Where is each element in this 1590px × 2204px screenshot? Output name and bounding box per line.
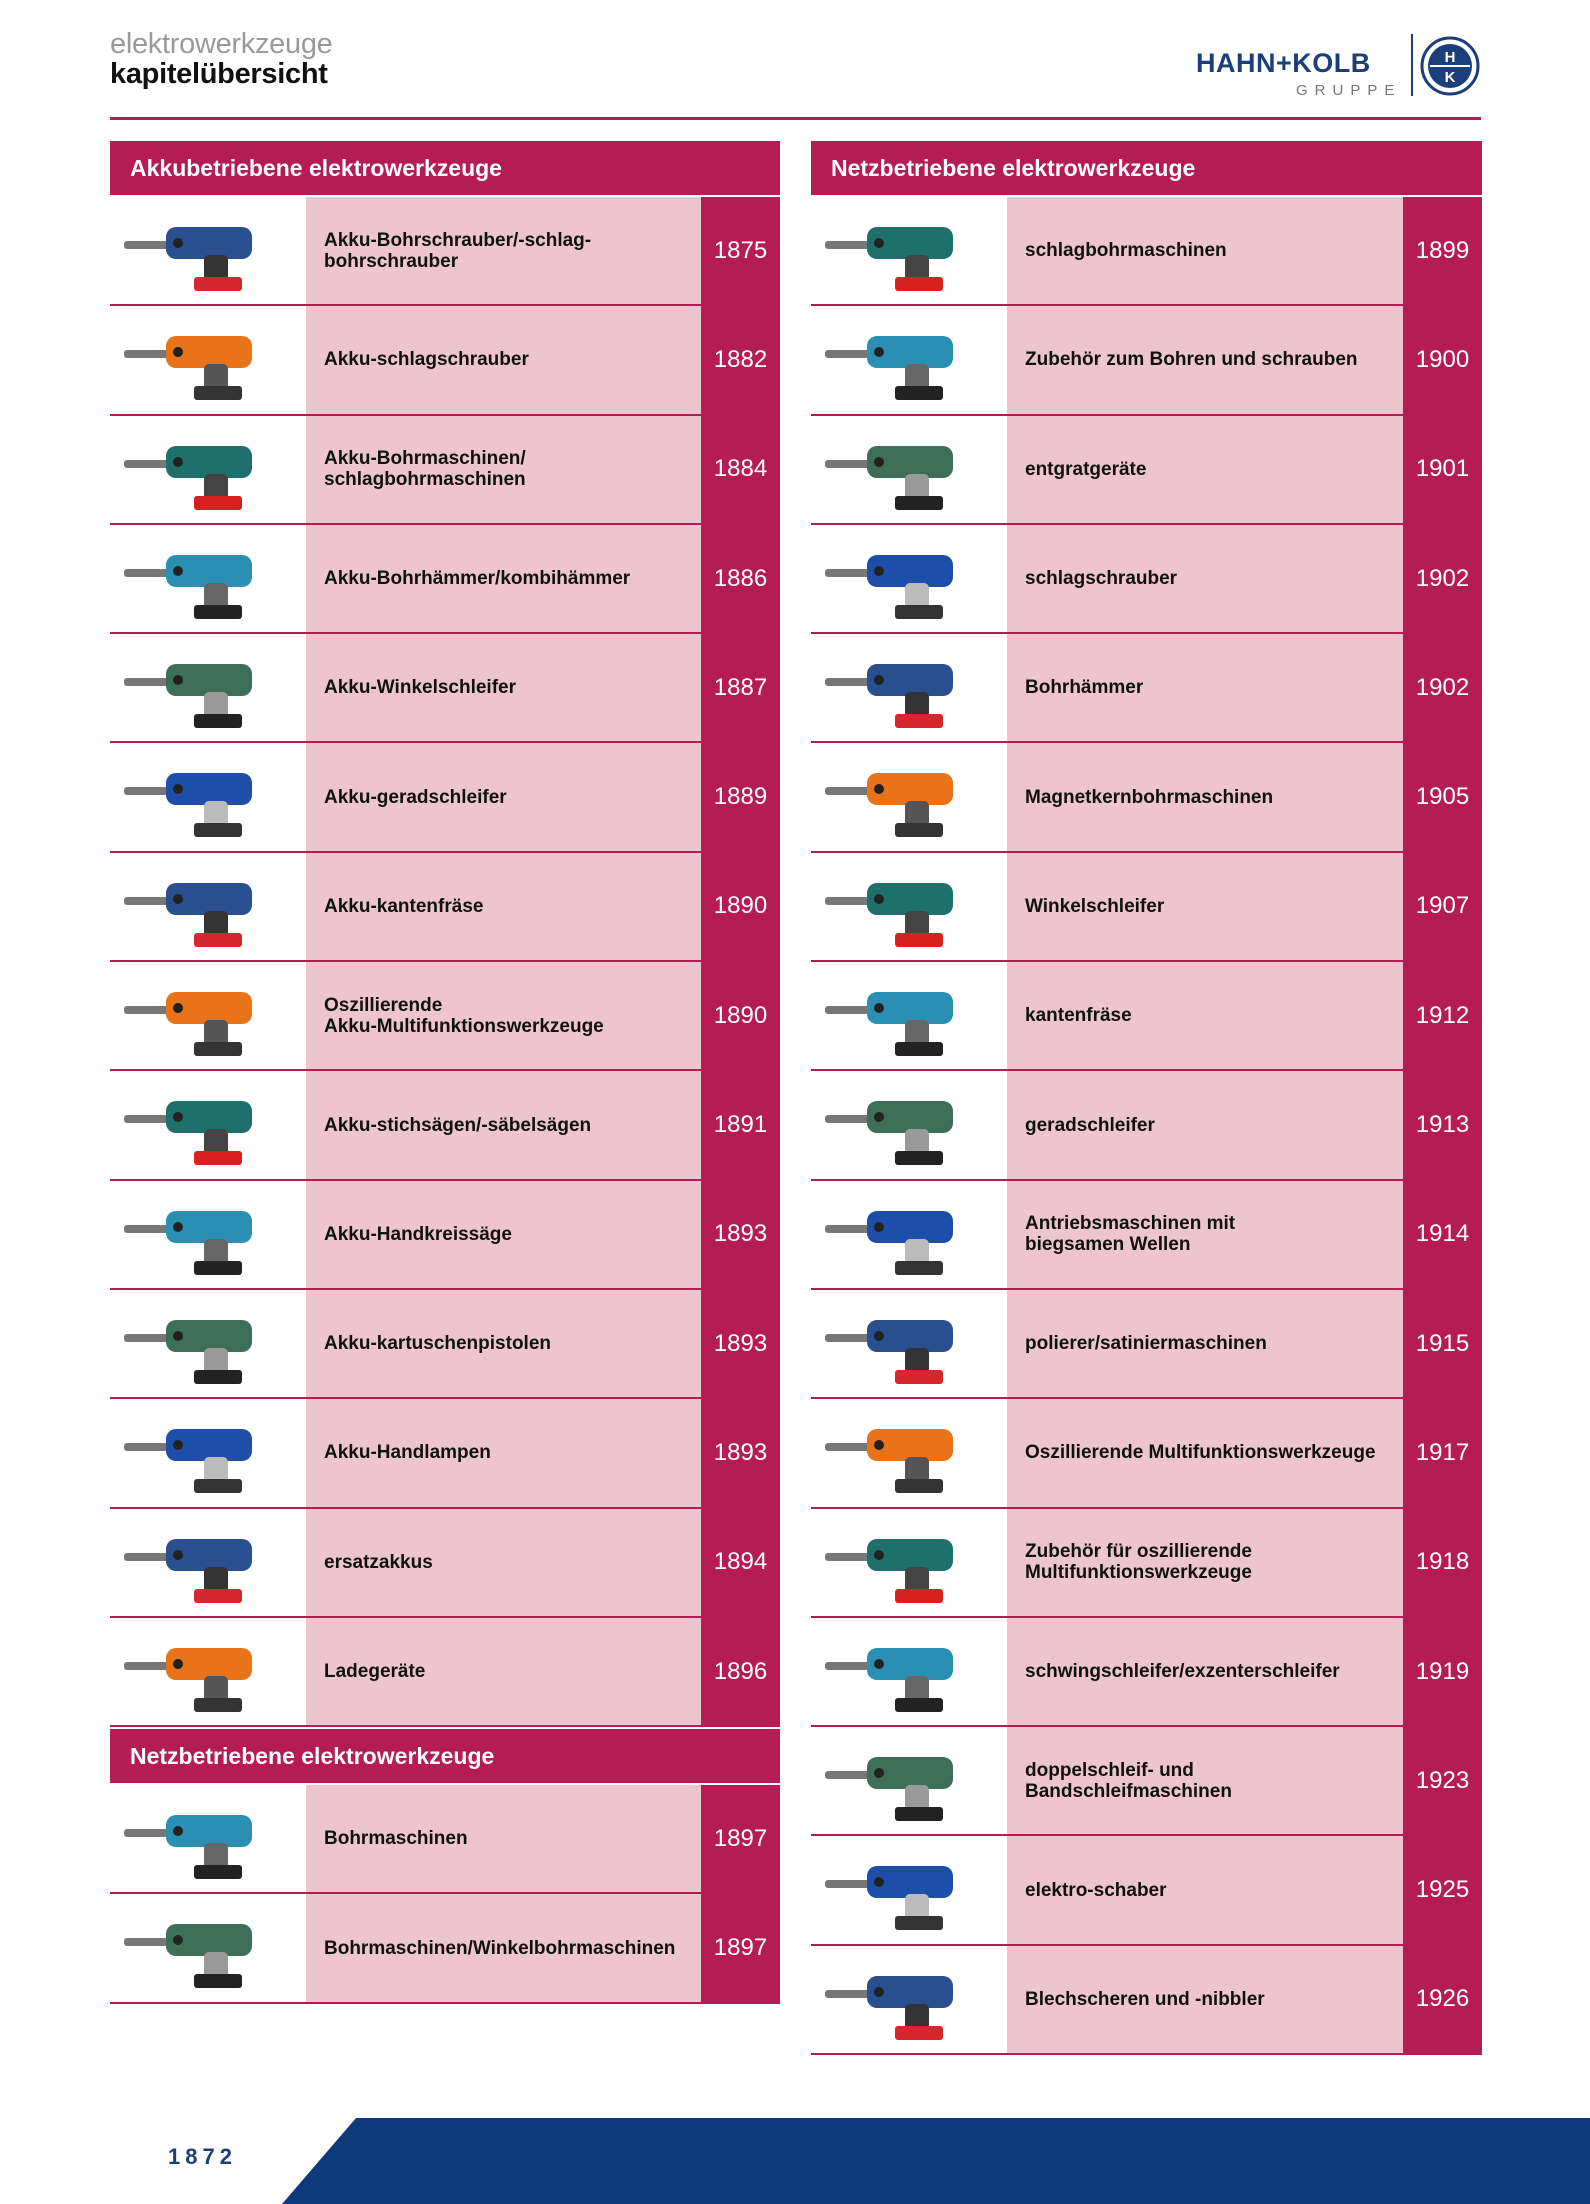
chapter-label: schlagbohrmaschinen [1007,197,1403,304]
chapter-label: doppelschleif- und Bandschleifmaschinen [1007,1727,1403,1834]
section-header-cordless: Akkubetriebene elektrowerkzeuge [110,141,780,195]
chapter-page-number[interactable]: 1893 [701,1181,780,1288]
chapter-page-number[interactable]: 1913 [1403,1071,1482,1178]
chapter-page-number[interactable]: 1926 [1403,1946,1482,2053]
chapter-label: Bohrmaschinen [306,1785,701,1892]
chapter-row[interactable] [110,743,780,852]
chapter-label: geradschleifer [1007,1071,1403,1178]
chapter-page-number[interactable]: 1912 [1403,962,1482,1069]
chapter-page-number[interactable]: 1914 [1403,1181,1482,1288]
impact-driver-icon [110,306,306,413]
chapter-label: Zubehör zum Bohren und schrauben [1007,306,1403,413]
impact-wrench-icon [811,525,1007,632]
chapter-row[interactable] [110,197,780,306]
chapter-row[interactable] [110,1785,780,1894]
chapter-page-number[interactable]: 1897 [701,1785,780,1892]
chapter-row[interactable] [110,525,780,634]
chapter-label: Oszillierende Multifunktionswerkzeuge [1007,1399,1403,1506]
chapter-page-number[interactable]: 1875 [701,197,780,304]
chapter-page-number[interactable]: 1882 [701,306,780,413]
chapter-row[interactable] [811,416,1482,525]
deburring-tool-icon [811,416,1007,523]
segment-blade-icon [811,1509,1007,1616]
chapter-row[interactable] [811,853,1482,962]
chapter-page-number[interactable]: 1915 [1403,1290,1482,1397]
chapter-row[interactable] [110,1071,780,1180]
flexible-shaft-icon [811,1181,1007,1288]
chapter-row[interactable] [110,853,780,962]
chapter-row[interactable] [811,525,1482,634]
chapter-page-number[interactable]: 1896 [701,1618,780,1725]
chapter-label: Ladegeräte [306,1618,701,1725]
chapter-row[interactable] [110,1618,780,1727]
chapter-label: Akku-Bohrschrauber/-schlag- bohrschrauber [306,197,701,304]
drill-icon [110,1894,306,2001]
drill-stand-icon [811,306,1007,413]
logo-seal-icon [1420,36,1480,96]
company-logo [1196,30,1482,102]
chapter-row[interactable] [110,306,780,415]
magnetic-drill-icon [811,743,1007,850]
chapter-page-number[interactable]: 1890 [701,853,780,960]
chapter-label: polierer/satiniermaschinen [1007,1290,1403,1397]
chapter-label: Blechscheren und -nibbler [1007,1946,1403,2053]
chapter-page-number[interactable]: 1923 [1403,1727,1482,1834]
logo-group: GRUPPE [1296,82,1402,99]
drill-icon [110,1785,306,1892]
chapter-label: Akku-kartuschenpistolen [306,1290,701,1397]
chapter-row[interactable] [110,1894,780,2003]
chapter-page-number[interactable]: 1886 [701,525,780,632]
chapter-label: Akku-Handlampen [306,1399,701,1506]
chapter-row[interactable] [110,1509,780,1618]
chapter-label: Akku-Bohrmaschinen/ schlagbohrmaschinen [306,416,701,523]
chapter-row[interactable] [110,634,780,743]
left-column [110,141,780,2004]
chapter-page-number[interactable]: 1884 [701,416,780,523]
chapter-page-number[interactable]: 1893 [701,1290,780,1397]
chapter-label: Akku-Winkelschleifer [306,634,701,741]
chapter-page-number[interactable]: 1894 [701,1509,780,1616]
charger-icon [110,1618,306,1725]
chapter-row[interactable] [811,1618,1482,1727]
chapter-row[interactable] [110,1399,780,1508]
circular-saw-icon [110,1181,306,1288]
polisher-icon [811,1290,1007,1397]
edge-router-icon [110,853,306,960]
chapter-row[interactable] [811,1399,1482,1508]
chapter-page-number[interactable]: 1918 [1403,1509,1482,1616]
scraper-icon [811,1836,1007,1943]
chapter-page-number[interactable]: 1902 [1403,634,1482,741]
chapter-label: elektro-schaber [1007,1836,1403,1943]
chapter-label: Bohrmaschinen/Winkelbohrmaschinen [306,1894,701,2001]
chapter-row[interactable] [811,962,1482,1071]
cordless-tool-list [110,197,780,1727]
chapter-row[interactable] [811,1290,1482,1399]
cordless-drill-icon [110,197,306,304]
chapter-label: Akku-kantenfräse [306,853,701,960]
chapter-page-number[interactable]: 1905 [1403,743,1482,850]
right-column [811,141,1482,2055]
chapter-page-number[interactable]: 1919 [1403,1618,1482,1725]
bench-grinder-icon [811,1727,1007,1834]
chapter-label: Zubehör für oszillierende Multifunktionswerkzeuge [1007,1509,1403,1616]
sheet-shear-icon [811,1946,1007,2053]
chapter-label: Akku-stichsägen/-säbelsägen [306,1071,701,1178]
chapter-page-number[interactable]: 1897 [701,1894,780,2001]
chapter-row[interactable] [110,1290,780,1399]
chapter-row[interactable] [811,743,1482,852]
chapter-label: Bohrhämmer [1007,634,1403,741]
corded-tool-list-left [110,1785,780,2004]
die-grinder-icon [811,1071,1007,1178]
chapter-label: Winkelschleifer [1007,853,1403,960]
logo-seal-top: H [1444,49,1456,66]
die-grinder-icon [110,743,306,850]
chapter-row[interactable] [811,1727,1482,1836]
chapter-label: schwingschleifer/exzenterschleifer [1007,1618,1403,1725]
angle-grinder-icon [110,634,306,741]
chapter-row[interactable] [811,306,1482,415]
caulking-gun-icon [110,1290,306,1397]
chapter-row[interactable] [110,962,780,1071]
angle-grinder-icon [811,853,1007,960]
reciprocating-saw-icon [110,1071,306,1178]
chapter-page-number[interactable]: 1907 [1403,853,1482,960]
footer-band [0,2118,1590,2204]
corded-tool-list-right [811,197,1482,2055]
header-rule [110,117,1481,120]
chapter-label: entgratgeräte [1007,416,1403,523]
chapter-row[interactable] [811,1071,1482,1180]
chapter-label: Akku-Handkreissäge [306,1181,701,1288]
section-header-corded-right: Netzbetriebene elektrowerkzeuge [811,141,1482,195]
chapter-label: Antriebsmaschinen mit biegsamen Wellen [1007,1181,1403,1288]
logo-seal-bottom: K [1444,69,1456,86]
orbital-sander-icon [811,1618,1007,1725]
rotary-hammer-icon [811,634,1007,741]
logo-brand: HAHN+KOLB [1196,48,1371,78]
chapter-row[interactable] [811,1836,1482,1945]
chapter-page-number[interactable]: 1889 [701,743,780,850]
chapter-category: elektrowerkzeuge [110,28,333,60]
logo-divider [1411,34,1413,96]
chapter-label: schlagschrauber [1007,525,1403,632]
chapter-label: Akku-schlagschrauber [306,306,701,413]
chapter-label: kantenfräse [1007,962,1403,1069]
chapter-row[interactable] [811,634,1482,743]
page-number: 1872 [168,2144,237,2169]
edge-router-icon [811,962,1007,1069]
chapter-page-number[interactable]: 1925 [1403,1836,1482,1943]
rotary-hammer-icon [110,525,306,632]
page-title: kapitelübersicht [110,58,328,90]
multitool-set-icon [811,1399,1007,1506]
work-lamp-icon [110,1399,306,1506]
chapter-page-number[interactable]: 1887 [701,634,780,741]
chapter-row[interactable] [811,1946,1482,2055]
chapter-label: Oszillierende Akku-Multifunktionswerkzeuge [306,962,701,1069]
multitool-icon [110,962,306,1069]
chapter-page-number[interactable]: 1917 [1403,1399,1482,1506]
chapter-page-number[interactable]: 1891 [701,1071,780,1178]
chapter-row[interactable] [811,1509,1482,1618]
battery-pack-icon [110,1509,306,1616]
chapter-page-number[interactable]: 1899 [1403,197,1482,304]
chapter-page-number[interactable]: 1893 [701,1399,780,1506]
chapter-page-number[interactable]: 1900 [1403,306,1482,413]
section-header-corded-left: Netzbetriebene elektrowerkzeuge [110,1729,780,1783]
chapter-row[interactable] [110,1181,780,1290]
chapter-row[interactable] [811,197,1482,306]
chapter-label: ersatzakkus [306,1509,701,1616]
chapter-page-number[interactable]: 1890 [701,962,780,1069]
chapter-label: Akku-Bohrhämmer/kombihämmer [306,525,701,632]
hammer-drill-icon [811,197,1007,304]
chapter-row[interactable] [110,416,780,525]
chapter-label: Magnetkernbohrmaschinen [1007,743,1403,850]
chapter-label: Akku-geradschleifer [306,743,701,850]
chapter-page-number[interactable]: 1902 [1403,525,1482,632]
chapter-page-number[interactable]: 1901 [1403,416,1482,523]
cordless-hammer-drill-icon [110,416,306,523]
chapter-row[interactable] [811,1181,1482,1290]
